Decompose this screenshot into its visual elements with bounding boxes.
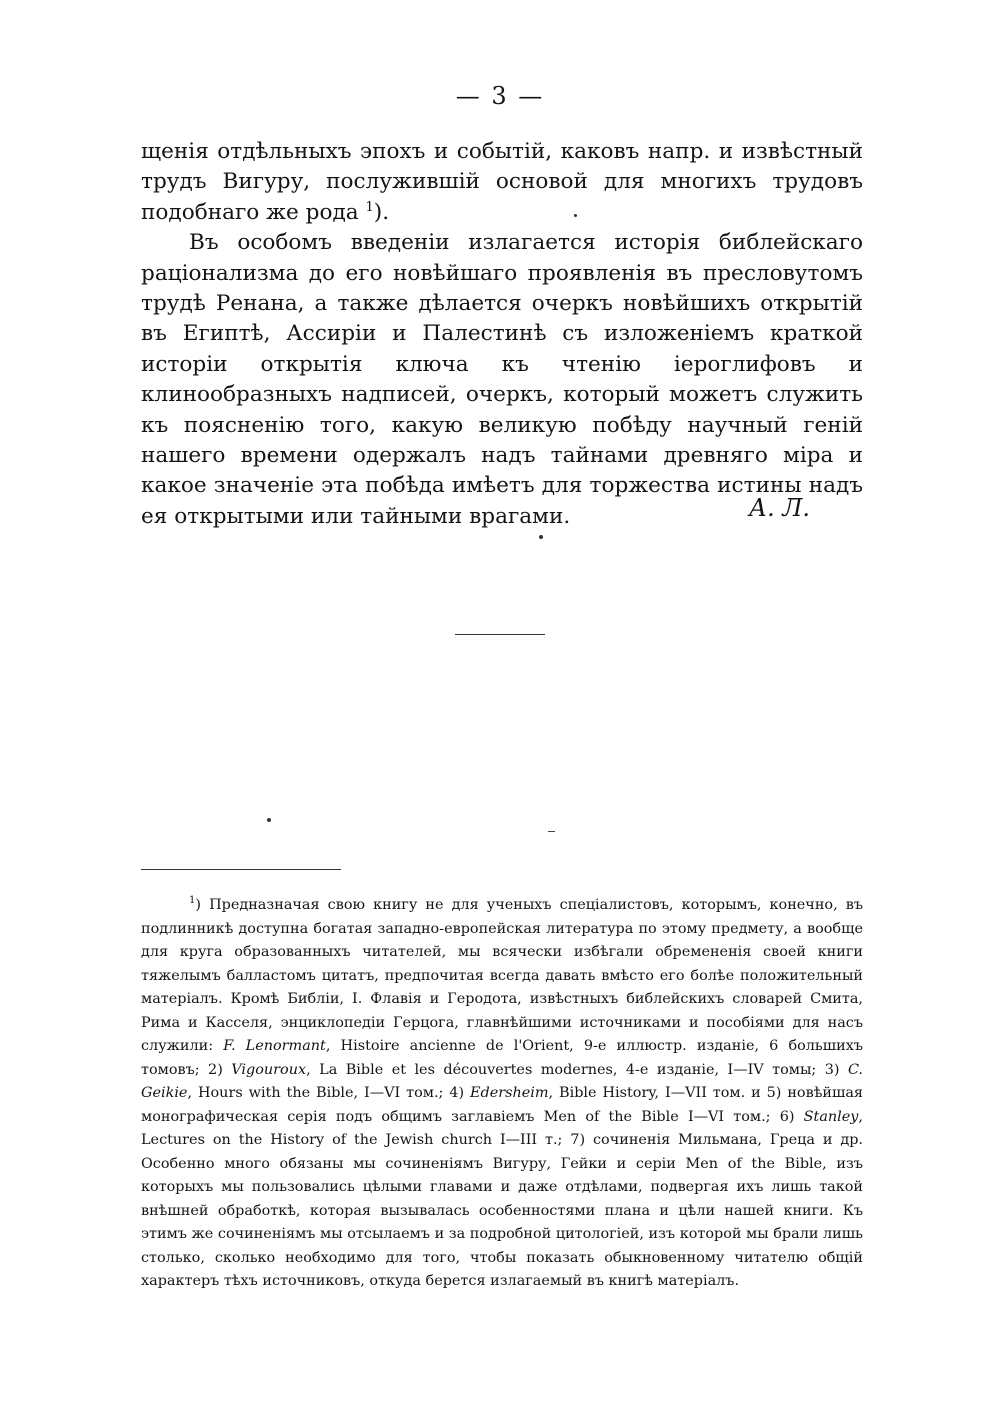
footnote-author: C. Geikie bbox=[141, 1061, 864, 1101]
footnote-author: Vigouroux bbox=[231, 1061, 307, 1078]
main-text bbox=[141, 137, 863, 532]
footnote-author: Edersheim bbox=[470, 1085, 549, 1101]
section-separator bbox=[455, 634, 545, 635]
page-number: — 3 — bbox=[455, 82, 545, 110]
footnote-text: , Histoire ancienne de l'Orient, 9-е иллюстр. изданіе, 6 большихъ томовъ; 2) bbox=[141, 1038, 864, 1078]
print-speck bbox=[548, 831, 555, 832]
print-speck bbox=[267, 818, 271, 822]
footnote-text: , Lectures on the History of the Jewish church I—III т.; 7) сочиненія Мильмана, Греца и др. Особенно много обязаны мы сочиненіямъ Вигуру, Гейки и серіи Men of the Bible, изъ которыхъ мы пользовались цѣлыми главами и даже отдѣлами, подвергая ихъ лишь такой внѣшней обработкѣ, которая вызывалась особенностями плана и цѣли нашей книги. Къ этимъ же сочиненіямъ мы отсылаемъ и за подробной цитологіей, изъ которой мы брали лишь столько, сколько необходимо для того, чтобы показать обыкновенному читателю общій характеръ тѣхъ источниковъ, откуда берется излагаемый въ книгѣ матеріалъ. bbox=[141, 1108, 863, 1289]
footnote-text: , La Bible et les découvertes modernes, 4-е изданіе, I—IV томы; 3) bbox=[306, 1061, 848, 1078]
paragraph-1-text: щенія отдѣльныхъ эпохъ и событій, каковъ напр. и извѣстный трудъ Вигуру, послужившій основой для многихъ трудовъ подобнаго же рода bbox=[141, 139, 863, 225]
paragraph-1-end: ). bbox=[373, 199, 390, 225]
footnote-rule bbox=[141, 869, 341, 870]
print-speck bbox=[574, 214, 577, 217]
print-speck bbox=[539, 535, 543, 539]
footnote-text: , Bible History, I—VII том. и 5) новѣйшая монографическая серія подъ общимъ заглавіемъ Men of the Bible I—VI том.; 6) bbox=[141, 1085, 864, 1125]
footnote-reference[interactable]: 1 bbox=[365, 199, 374, 215]
paragraph-1 bbox=[141, 137, 863, 228]
footnote-marker: 1 bbox=[189, 895, 196, 907]
footnote-text: , Hours with the Bible, I—VI том.; 4) bbox=[187, 1085, 470, 1101]
paragraph-2: Въ особомъ введеніи излагается исторія библейскаго раціонализма до его новѣйшаго проявленія въ пресловутомъ трудѣ Ренана, а также дѣлается очеркъ новѣйшихъ открытій въ Египтѣ, Ассиріи и Палестинѣ съ изложеніемъ краткой исторіи открытія ключа къ чтенію іероглифовъ и клинообразныхъ надписей, очеркъ, который можетъ служить къ поясненію того, какую великую побѣду научный геній нашего времени одержалъ надъ тайнами древняго міра и какое значеніе эта побѣда имѣетъ для торжества истины надъ ея открытыми или тайными врагами. bbox=[141, 230, 863, 529]
author-signature: А. Л. bbox=[748, 494, 810, 522]
footnote-author: Stanley bbox=[803, 1108, 859, 1125]
footnote-author: F. Lenormant bbox=[223, 1038, 326, 1054]
footnote bbox=[141, 894, 863, 1294]
footnote-text: ) Предназначая свою книгу не для ученыхъ спеціалистовъ, которымъ, конечно, въ подлинникѣ доступна богатая западно-европейская литература по этому предмету, а вообще для круга образованныхъ читателей, мы всячески избѣгали обремененія своей книги тяжелымъ балластомъ цитатъ, предпочитая всегда давать вмѣсто его болѣе положительный матеріалъ. Кромѣ Библіи, І. Флавія и Геродота, извѣстныхъ библейскихъ словарей Смита, Рима и Касселя, энциклопедіи Герцога, главнѣйшими источниками и пособіями для насъ служили: bbox=[141, 897, 863, 1054]
